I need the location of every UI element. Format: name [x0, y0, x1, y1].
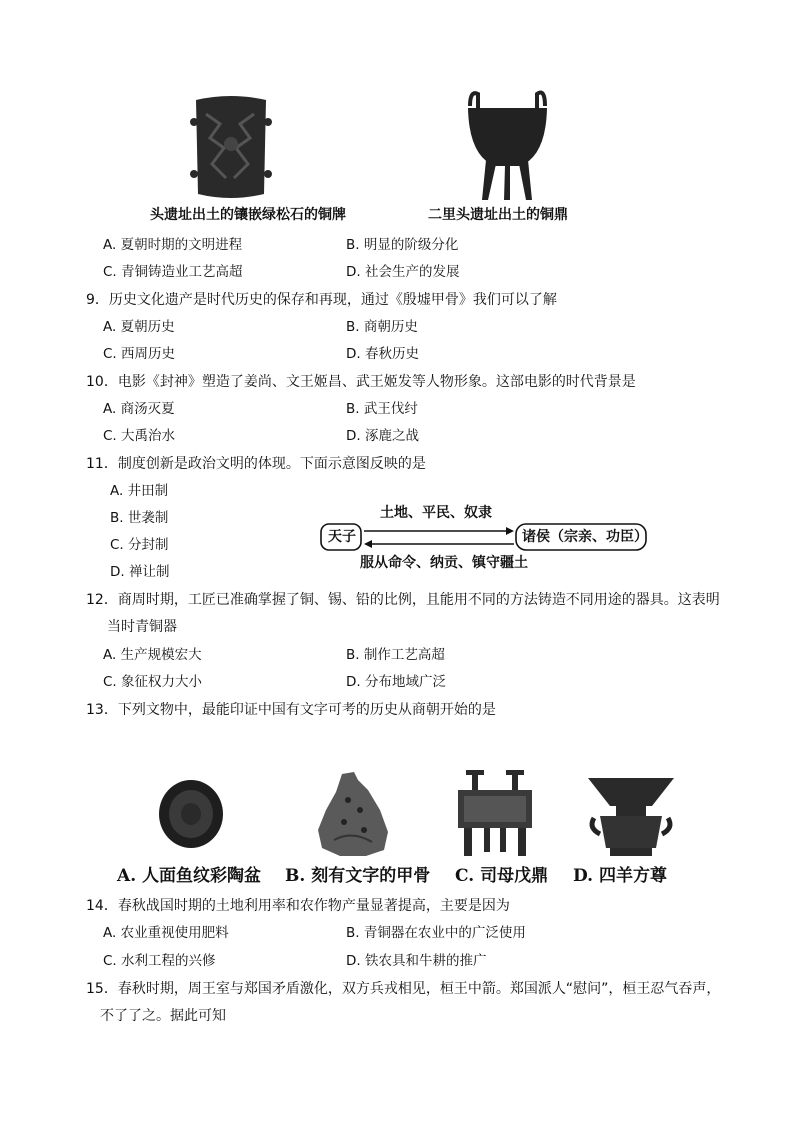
q13-caption-d[interactable]: D. 四羊方尊 — [573, 866, 667, 886]
q12-option-d[interactable]: D. 分布地域广泛 — [346, 674, 446, 690]
q8-caption-right: 二里头遗址出土的铜鼎 — [428, 207, 568, 223]
q14-stem: 14．春秋战国时期的土地利用率和农作物产量显著提高，主要是因为 — [86, 898, 510, 914]
q8-option-d[interactable]: D. 社会生产的发展 — [346, 264, 460, 280]
q15-stem-line1: 15．春秋时期，周王室与郑国矛盾激化，双方兵戎相见，桓王中箭。郑国派人“慰问”，桓王忍气吞声， — [86, 981, 721, 997]
q10-option-c[interactable]: C. 大禹治水 — [103, 428, 176, 444]
turquoise-bronze-plaque-image — [190, 94, 272, 202]
diagram-bottom-arrow-label: 服从命令、纳贡、镇守疆土 — [360, 555, 528, 571]
q10-stem: 10．电影《封神》塑造了姜尚、文王姬昌、武王姬发等人物形象。这部电影的时代背景是 — [86, 374, 636, 390]
oracle-bone-image — [314, 770, 392, 858]
q12-stem-line2: 当时青铜器 — [107, 619, 177, 635]
q8-option-a[interactable]: A. 夏朝时期的文明进程 — [103, 237, 243, 253]
q11-option-d[interactable]: D. 禅让制 — [110, 564, 170, 580]
bronze-ding-image — [460, 84, 555, 202]
q14-option-c[interactable]: C. 水利工程的兴修 — [103, 953, 216, 969]
q11-stem: 11．制度创新是政治文明的体现。下面示意图反映的是 — [86, 456, 426, 472]
four-ram-square-zun-image — [586, 772, 676, 858]
diagram-box-zhuhou: 诸侯（宗亲、功臣） — [522, 529, 648, 545]
q13-caption-c[interactable]: C. 司母戊鼎 — [455, 866, 549, 886]
q14-option-d[interactable]: D. 铁农具和牛耕的推广 — [346, 953, 487, 969]
q10-option-d[interactable]: D. 涿鹿之战 — [346, 428, 419, 444]
q8-caption-left: 头遗址出土的镶嵌绿松石的铜牌 — [150, 207, 346, 223]
q9-option-b[interactable]: B. 商朝历史 — [346, 319, 418, 335]
q10-option-a[interactable]: A. 商汤灭夏 — [103, 401, 175, 417]
q8-option-c[interactable]: C. 青铜铸造业工艺高超 — [103, 264, 243, 280]
q14-option-a[interactable]: A. 农业重视使用肥料 — [103, 925, 229, 941]
q9-option-d[interactable]: D. 春秋历史 — [346, 346, 419, 362]
q11-option-c[interactable]: C. 分封制 — [110, 537, 169, 553]
q10-option-b[interactable]: B. 武王伐纣 — [346, 401, 418, 417]
q13-caption-b[interactable]: B. 刻有文字的甲骨 — [285, 866, 431, 886]
diagram-box-tianzi: 天子 — [328, 529, 356, 545]
q12-option-b[interactable]: B. 制作工艺高超 — [346, 647, 445, 663]
q12-option-a[interactable]: A. 生产规模宏大 — [103, 647, 202, 663]
q13-caption-a[interactable]: A. 人面鱼纹彩陶盆 — [117, 866, 262, 886]
q11-option-a[interactable]: A. 井田制 — [110, 483, 169, 499]
diagram-top-arrow-label: 土地、平民、奴隶 — [380, 505, 492, 521]
q9-option-c[interactable]: C. 西周历史 — [103, 346, 176, 362]
simuwu-ding-image — [454, 770, 536, 858]
painted-pottery-basin-image — [157, 778, 225, 850]
q9-option-a[interactable]: A. 夏朝历史 — [103, 319, 175, 335]
q14-option-b[interactable]: B. 青铜器在农业中的广泛使用 — [346, 925, 526, 941]
q15-stem-line2: 不了了之。据此可知 — [100, 1008, 226, 1024]
q9-stem: 9．历史文化遗产是时代历史的保存和再现，通过《殷墟甲骨》我们可以了解 — [86, 292, 557, 308]
q12-option-c[interactable]: C. 象征权力大小 — [103, 674, 203, 690]
q12-stem-line1: 12．商周时期，工匠已准确掌握了铜、锡、铅的比例，且能用不同的方法铸造不同用途的器具。这表明 — [86, 592, 720, 608]
q11-option-b[interactable]: B. 世袭制 — [110, 510, 169, 526]
q13-stem: 13．下列文物中，最能印证中国有文字可考的历史从商朝开始的是 — [86, 702, 496, 718]
q8-option-b[interactable]: B. 明显的阶级分化 — [346, 237, 459, 253]
